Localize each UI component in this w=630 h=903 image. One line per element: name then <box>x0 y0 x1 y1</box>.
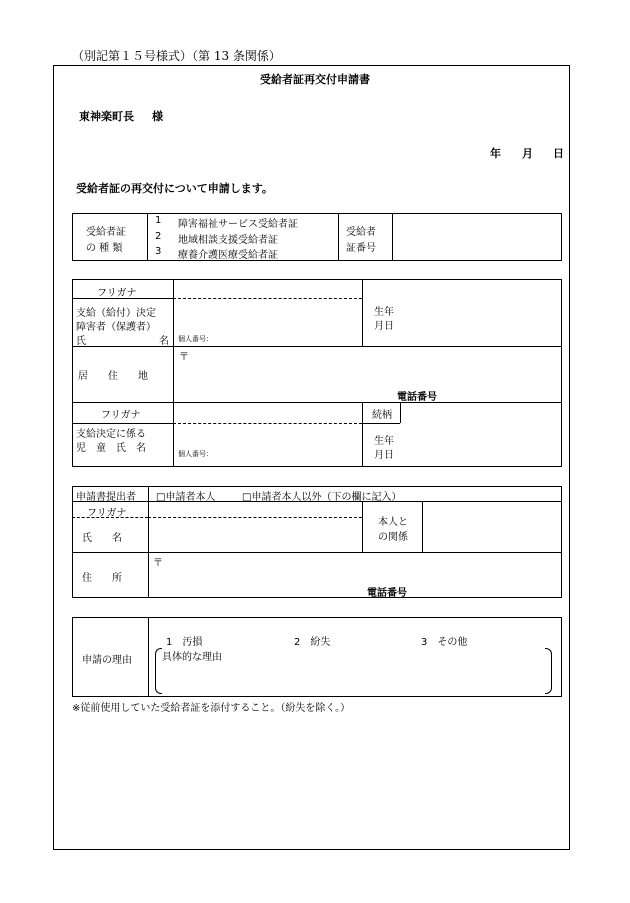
furigana-label: フリガナ <box>97 288 137 299</box>
cert-type-label: 受給者証 <box>86 227 126 238</box>
cert-type-num-2: 2 <box>155 231 162 242</box>
reason-label: 申請の理由 <box>82 655 132 666</box>
form-title: 受給者証再交付申請書 <box>260 73 370 86</box>
child-name-field[interactable] <box>174 424 361 466</box>
applicant-name-label-3a: 氏 <box>76 336 86 347</box>
cert-type-name-3: 療養介護医療受給者証 <box>178 250 278 261</box>
divider <box>338 213 339 261</box>
cert-number-label-2: 証番号 <box>346 243 376 254</box>
date-month-label: 月 <box>522 147 533 160</box>
submitter-phone-label: 電話番号 <box>367 588 407 599</box>
divider <box>148 617 149 697</box>
relation-field[interactable] <box>401 403 561 422</box>
applicant-name-label: 支給（給付）決定 <box>76 308 156 319</box>
submitter-relation-label-2: の関係 <box>378 532 408 543</box>
submitter-address-label: 住 所 <box>82 573 122 584</box>
cert-type-num-3: 3 <box>155 246 162 257</box>
submitter-furigana-label: フリガナ <box>87 508 127 519</box>
reason-detail-label: 具体的な理由 <box>162 652 222 663</box>
cert-type-name-2: 地域相談支援受給者証 <box>178 235 278 246</box>
option-self[interactable]: □申請者本人 <box>156 492 216 503</box>
reason-bracket-right <box>545 648 552 694</box>
cert-number-label: 受給者 <box>346 227 376 238</box>
submitter-address-field[interactable] <box>149 553 561 597</box>
divider <box>147 213 148 261</box>
option-other[interactable]: □申請者本人以外（下の欄に記入） <box>242 492 402 503</box>
birthdate-label: 生年 <box>374 307 394 318</box>
submitter-furigana-field[interactable] <box>149 502 361 516</box>
postal-mark: 〒 <box>179 352 189 363</box>
submitter-name-label: 氏 名 <box>82 533 122 544</box>
date-year-label: 年 <box>490 147 501 160</box>
form-number-label: （別記第１５号様式）（第 13 条関係） <box>72 49 281 63</box>
child-furigana-label: フリガナ <box>101 410 141 421</box>
child-name-label: 支給決定に係る <box>76 429 146 440</box>
residence-label: 居 住 地 <box>78 371 148 382</box>
submitter-label: 申請書提出者 <box>76 492 136 503</box>
application-statement: 受給者証の再交付について申請します。 <box>76 182 273 195</box>
child-birthdate-label: 生年 <box>374 436 394 447</box>
submitter-relation-field[interactable] <box>423 502 561 551</box>
personal-number-label: 個人番号： <box>178 335 213 343</box>
reason-detail-field[interactable] <box>162 662 544 690</box>
divider <box>362 501 363 552</box>
child-furigana-field[interactable] <box>174 403 361 422</box>
submitter-postal-mark: 〒 <box>153 558 163 569</box>
furigana-field[interactable] <box>174 280 361 297</box>
reason-option-soiled[interactable]: 1 汚損 <box>166 637 203 648</box>
applicant-name-label-2: 障害者（保護者） <box>76 322 156 333</box>
submitter-relation-label: 本人と <box>378 517 408 528</box>
reason-option-lost[interactable]: 2 紛失 <box>294 637 331 648</box>
phone-label: 電話番号 <box>397 392 437 403</box>
child-personal-number-label: 個人番号： <box>178 450 213 458</box>
child-birthdate-label-2: 月日 <box>374 450 394 461</box>
submitter-name-field[interactable] <box>149 518 361 551</box>
addressee-name: 東神楽町長 <box>79 110 134 123</box>
child-birthdate-field[interactable] <box>363 424 561 466</box>
footnote: ※従前使用していた受給者証を添付すること。（紛失を除く。） <box>72 703 351 714</box>
divider <box>72 423 173 424</box>
relation-label: 続柄 <box>372 410 392 421</box>
cert-number-field[interactable] <box>393 214 561 260</box>
birthdate-field[interactable] <box>363 280 561 345</box>
reason-bracket-left <box>155 648 162 694</box>
child-name-label-2: 児 童 氏 名 <box>76 443 146 454</box>
cert-type-name-1: 障害福祉サービス受給者証 <box>178 219 298 230</box>
addressee-honorific: 様 <box>152 110 163 123</box>
cert-type-label-2: の 種 類 <box>86 243 123 254</box>
cert-type-num-1: 1 <box>155 215 162 226</box>
applicant-name-field[interactable] <box>174 299 361 345</box>
residence-field[interactable] <box>174 347 561 401</box>
date-day-label: 日 <box>553 147 564 160</box>
reason-option-other[interactable]: 3 その他 <box>421 637 468 648</box>
birthdate-label-2: 月日 <box>374 321 394 332</box>
applicant-name-label-3b: 名 <box>159 336 169 347</box>
